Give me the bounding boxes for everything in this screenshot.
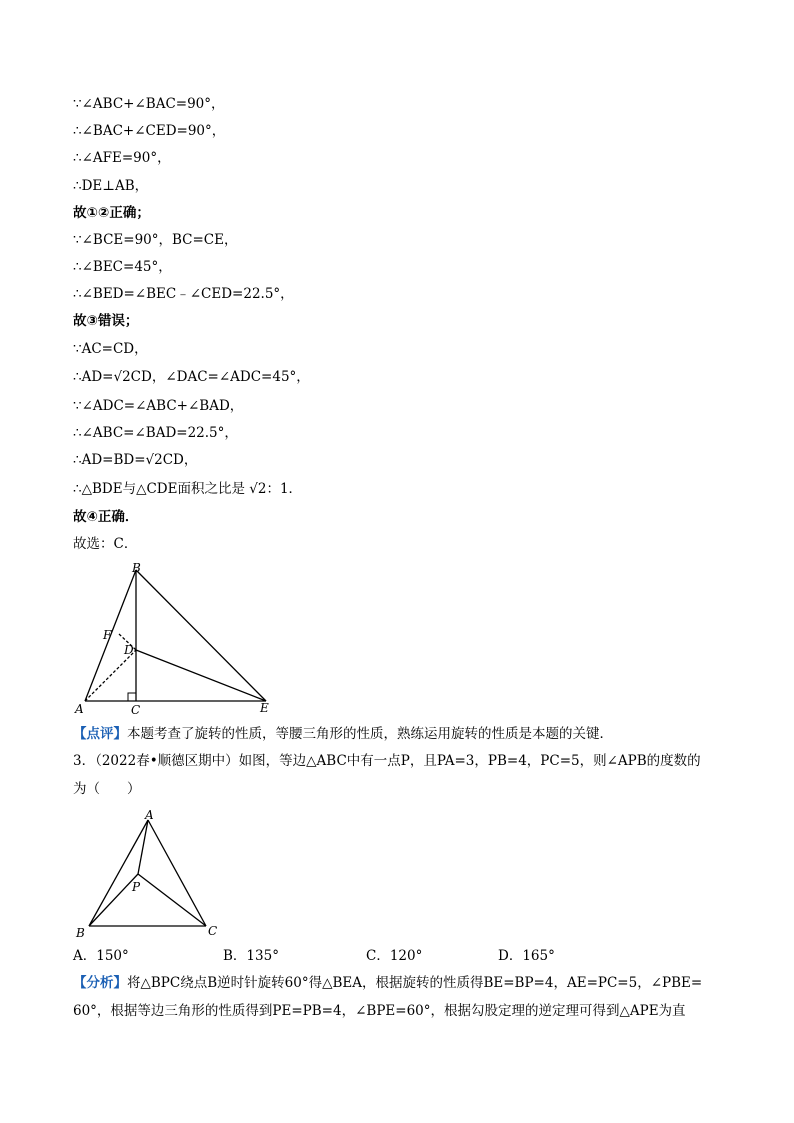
solution-line: ∴DE⊥AB， bbox=[73, 178, 149, 194]
geometry-figure-2 bbox=[72, 806, 232, 938]
solution-line: ∴AD=√2CD，∠DAC=∠ADC=45°， bbox=[73, 369, 310, 385]
label-f: F bbox=[103, 628, 112, 642]
solution-line: ∴AD=BD=√2CD， bbox=[73, 452, 198, 468]
label-b: B bbox=[76, 926, 85, 938]
solution-line: 故③错误； bbox=[73, 313, 139, 329]
label-p: P bbox=[132, 880, 141, 894]
analysis-tag: 【分析】 bbox=[73, 975, 127, 991]
solution-line: ∵∠ABC+∠BAC=90°， bbox=[73, 96, 225, 112]
solution-line: ∴∠AFE=90°， bbox=[73, 150, 171, 166]
solution-line: ∴∠BED=∠BEC﹣∠CED=22.5°， bbox=[73, 286, 294, 302]
solution-line: ∴∠ABC=∠BAD=22.5°， bbox=[73, 425, 238, 441]
right-angle-mark bbox=[128, 693, 136, 701]
solution-line: ∴∠BEC=45°， bbox=[73, 259, 172, 275]
solution-line: ∵∠ADC=∠ABC+∠BAD， bbox=[73, 398, 244, 414]
solution-line: ∴∠BAC+∠CED=90°， bbox=[73, 123, 226, 139]
option-b: B．135° bbox=[223, 948, 279, 964]
geometry-figure-1 bbox=[70, 560, 290, 718]
comment-tag: 【点评】 bbox=[73, 726, 127, 742]
segment-be bbox=[136, 570, 266, 701]
analysis-line-2: 60°，根据等边三角形的性质得到PE=PB=4，∠BPE=60°，根据勾股定理的逆定理可得到△APE为直 bbox=[73, 1003, 686, 1019]
option-c: C．120° bbox=[366, 948, 423, 964]
solution-line: ∴△BDE与△CDE面积之比是 √2：1． bbox=[73, 481, 303, 497]
comment-text: 本题考查了旋转的性质，等腰三角形的性质，熟练运用旋转的性质是本题的关键． bbox=[127, 726, 613, 742]
segment-de bbox=[136, 650, 266, 701]
option-a: A．150° bbox=[73, 948, 129, 964]
label-a: A bbox=[145, 808, 154, 822]
analysis-text-1: 将△BPC绕点B逆时针旋转60°得△BEA，根据旋转的性质得BE=BP=4，AE=PC=5，∠PBE= bbox=[127, 975, 703, 991]
comment bbox=[73, 724, 613, 744]
solution-line: 故选：C． bbox=[73, 536, 138, 552]
label-e: E bbox=[260, 701, 269, 715]
question-text: 如图，等边△ABC中有一点P，且PA=3，PB=4，PC=5，则∠APB的度数的 bbox=[238, 753, 701, 769]
analysis-line-1 bbox=[73, 973, 702, 993]
label-c: C bbox=[208, 924, 218, 938]
segment-pc bbox=[138, 874, 206, 926]
question-line-1 bbox=[73, 751, 701, 771]
label-b: B bbox=[132, 561, 141, 575]
question-line-2: 为（ ） bbox=[73, 781, 141, 797]
segment-ab bbox=[89, 820, 148, 926]
solution-line: 故①②正确； bbox=[73, 205, 150, 221]
question-source: （2022春•顺德区期中） bbox=[95, 753, 239, 769]
question-number: 3． bbox=[73, 753, 96, 769]
option-d: D．165° bbox=[498, 948, 555, 964]
label-a: A bbox=[75, 702, 84, 716]
label-c: C bbox=[131, 703, 141, 717]
solution-line: ∵∠BCE=90°，BC=CE， bbox=[73, 232, 238, 248]
label-d: D bbox=[124, 643, 134, 657]
segment-ac bbox=[148, 820, 206, 926]
solution-line: ∵AC=CD， bbox=[73, 341, 148, 357]
solution-line: 故④正确． bbox=[73, 509, 139, 525]
